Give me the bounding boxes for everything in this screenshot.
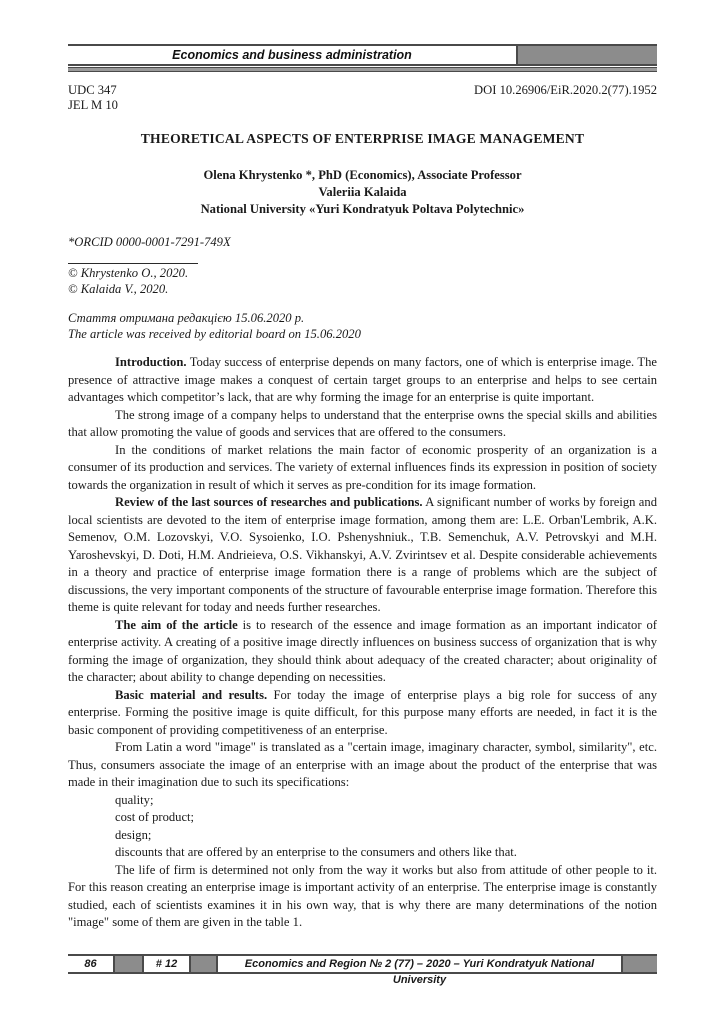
- list-item: quality;: [115, 792, 154, 807]
- section-lead: Basic material and results.: [115, 687, 268, 702]
- paragraph-introduction: [68, 354, 657, 407]
- issue-number: # 12: [144, 956, 189, 972]
- jel-code: JEL M 10: [68, 98, 118, 112]
- received-uk: Стаття отримана редакцією 15.06.2020 р.: [68, 311, 305, 325]
- section-lead: Introduction.: [115, 355, 187, 369]
- article-title: THEORETICAL ASPECTS OF ENTERPRISE IMAGE MANAGEMENT: [140, 131, 585, 146]
- running-head-gray-block: [516, 46, 657, 64]
- paragraph: [68, 407, 657, 442]
- list-item: cost of product;: [115, 810, 195, 824]
- paragraph-review-of-sources: [68, 494, 657, 617]
- paragraph-text: A significant number of works by foreign and local scientists are devoted to the item of enterprise image formation, among them are: L.E. Orban'Lembrik, A.K. Semenov, O.M. Lozovskyi, V.O. Sysoienko, I.O. Pshenyshniuk., T.B. Semenchuk, A.V. Petrovskyi and M.H. Yaroshevskyi, D. Doti, H.M. Andrieieva, O.S. Vikhanskyi, A.V. Zvirintsev et al. Despite considerable achievements in a theory and practice of enterprise image formation there is a range of problems which are the subject of discussions, the very important components of the structure of favourable enterprise image formation. Therefore this theme is quite relevant for today and needs further researches.: [68, 495, 657, 614]
- page-number: 86: [68, 956, 113, 972]
- running-head-rule: [68, 67, 657, 72]
- received-block: [68, 311, 657, 342]
- received-en: The article was received by editorial board on 15.06.2020: [68, 326, 361, 341]
- article-body: [68, 354, 657, 932]
- paragraph-text: From Latin a word "image" is translated as a "certain image, imaginary character, symbol, similarity", etc. Thus, consumers associate the image of an enterprise with an image about the product of the enterprise that was made in their imagination due to such its specifications:: [68, 740, 657, 789]
- copyright-rule: [68, 263, 198, 264]
- copyright-line: © Kalaida V., 2020.: [68, 281, 169, 296]
- page-content: [68, 0, 657, 932]
- orcid-line: *ORCID 0000-0001-7291-749X: [68, 235, 231, 249]
- paragraph-text: The life of firm is determined not only from the way it works but also from attitude of other people to it. For this reason creating an enterprise image is important activity of an enterprise. The enterprise image is constantly studied, each of scientists examines it in his own way, that is why there are many determinations of the notion "image" some of them are given in the table 1.: [68, 862, 657, 929]
- author-line: Olena Khrystenko *, PhD (Economics), Associate Professor: [203, 168, 522, 182]
- paragraph-aim-of-article: [68, 617, 657, 687]
- section-lead: The aim of the article: [115, 617, 238, 632]
- specifications-list: [68, 792, 657, 862]
- footer-gray-endcap: [621, 956, 657, 972]
- list-item: design;: [115, 827, 152, 842]
- journal-line: Economics and Region № 2 (77) – 2020 – Yuri Kondratyuk National University: [218, 956, 621, 972]
- paragraph: [68, 862, 657, 932]
- paragraph: [68, 442, 657, 495]
- udc-code: UDC 347: [68, 83, 117, 97]
- footer-gray-separator: [113, 956, 144, 972]
- paragraph-basic-material: [68, 687, 657, 740]
- paragraph-text: is to research of the essence and image formation as an important indicator of enterprise activity. A creating of a positive image directly influences on business success of organization that is why forming the image of organization, they should think about adequacy of the created character; about originality of the character; about ability to change depending on necessities.: [68, 617, 657, 684]
- classification-codes: [68, 83, 118, 113]
- paragraph-text: In the conditions of market relations the main factor of economic prosperity of an organization is a consumer of its production and services. The variety of external influences finds its expression in position of society towards the organization in result of which it serves as pre-condition for its image formation.: [68, 442, 657, 492]
- author-line: Valeriia Kalaida: [318, 185, 407, 199]
- meta-row: [68, 83, 657, 113]
- footer-gray-separator: [189, 956, 218, 972]
- list-item: discounts that are offered by an enterprise to the consumers and others like that.: [115, 845, 517, 859]
- paragraph-text: The strong image of a company helps to understand that the enterprise owns the special skills and abilities that allow promoting the value of goods and services that are offered to the consumers.: [68, 407, 657, 439]
- paragraph-text: For today the image of enterprise plays a big role for success of any enterprise. Forming the positive image is quite difficult, for this purpose many efforts are needed, in fact it is the basic component of providing competitiveness of an enterprise.: [68, 687, 657, 737]
- paragraph: [68, 739, 657, 792]
- paragraph-text: Today success of enterprise depends on many factors, one of which is enterprise image. The presence of attractive image makes a conquest of certain target groups to an enterprise and helps to see certain advantages which competitor’s lack, that are why forming the image for an enterprise is quite important.: [68, 355, 657, 404]
- copyright-block: [68, 266, 657, 297]
- authors-block: [68, 167, 657, 218]
- section-title: Economics and business administration: [172, 48, 412, 62]
- copyright-line: © Khrystenko O., 2020.: [68, 266, 189, 280]
- doi: DOI 10.26906/EiR.2020.2(77).1952: [474, 83, 657, 97]
- affiliation-line: National University «Yuri Kondratyuk Poltava Polytechnic»: [200, 202, 525, 216]
- footer-band: [68, 954, 657, 986]
- section-lead: Review of the last sources of researches and publications.: [115, 495, 423, 509]
- running-head-band: [68, 44, 657, 66]
